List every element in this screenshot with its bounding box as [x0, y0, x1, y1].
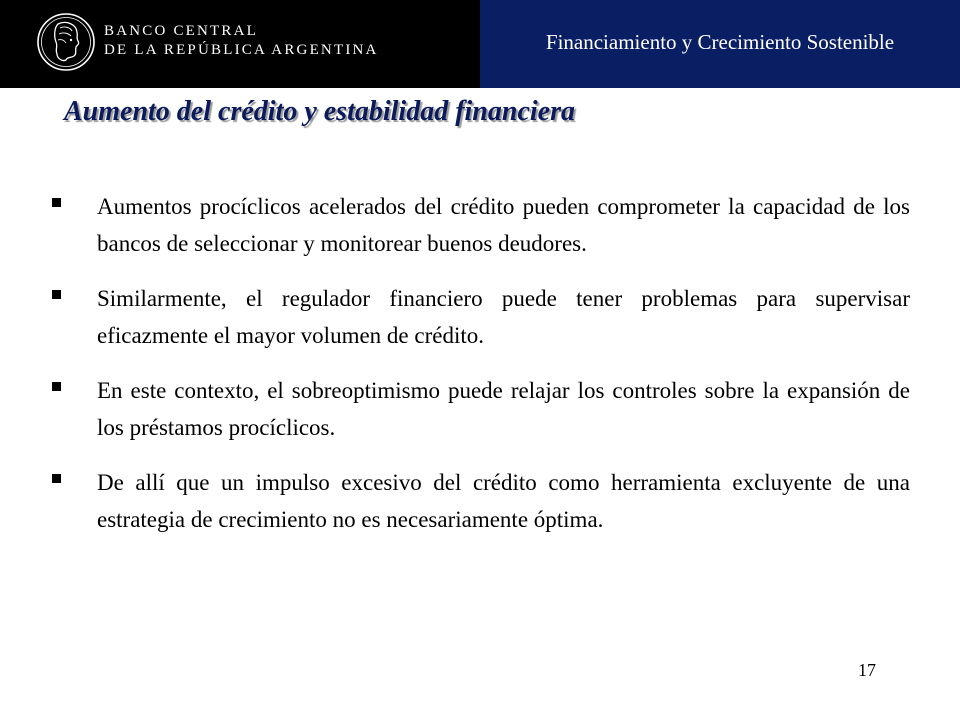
bullet-text: De allí que un impulso excesivo del crédito como herramienta excluyente de una estrategia de crecimiento no es necesariamente óptima.: [97, 470, 910, 532]
header-bar: [0, 0, 960, 88]
square-bullet-icon: [52, 382, 61, 391]
bullet-item: [52, 372, 910, 446]
slide-title: Aumento del crédito y estabilidad financiera: [64, 96, 575, 127]
bullet-text: Aumentos procíclicos acelerados del crédito pueden comprometer la capacidad de los bancos de seleccionar y monitorear buenos deudores.: [97, 194, 910, 256]
bank-branding: [0, 0, 480, 88]
square-bullet-icon: [52, 290, 61, 299]
bank-name-line1: BANCO CENTRAL: [104, 23, 259, 39]
bullet-text: En este contexto, el sobreoptimismo puede relajar los controles sobre la expansión de los préstamos procíclicos.: [97, 378, 910, 440]
header-title-panel: [480, 0, 960, 88]
bullet-list: [52, 188, 910, 556]
bank-name: [104, 22, 379, 60]
page-number: 17: [858, 660, 876, 680]
bank-logo-icon: [36, 12, 96, 72]
bank-name-line2: DE LA REPÚBLICA ARGENTINA: [104, 42, 379, 58]
bullet-item: [52, 464, 910, 538]
square-bullet-icon: [52, 474, 61, 483]
bullet-text: Similarmente, el regulador financiero puede tener problemas para supervisar eficazmente el mayor volumen de crédito.: [97, 286, 910, 348]
bullet-item: [52, 280, 910, 354]
square-bullet-icon: [52, 198, 61, 207]
presentation-title: Financiamiento y Crecimiento Sostenible: [545, 30, 895, 54]
bullet-item: [52, 188, 910, 262]
